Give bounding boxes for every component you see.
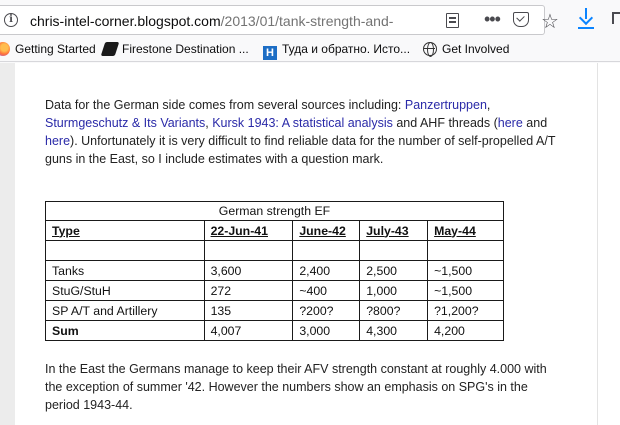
header-cell: May-44 xyxy=(428,221,504,241)
table-cell: ~400 xyxy=(293,281,360,301)
table-cell: StuG/StuH xyxy=(46,281,205,301)
table-cell: 2,500 xyxy=(360,261,428,281)
url-host: chris-intel-corner.blogspot.com xyxy=(30,13,221,29)
header-cell: June-42 xyxy=(293,221,360,241)
table-cell: Sum xyxy=(46,321,205,341)
text-run: ). Unfortunately it is very difficult to find reliable data for the number of self-propelled A/T guns in the East, so I include estimates with a question mark. xyxy=(45,134,556,166)
reader-view-icon[interactable] xyxy=(446,13,459,28)
table-cell: 4,300 xyxy=(360,321,428,341)
bookmark-label: Getting Started xyxy=(15,42,96,56)
link-sturmgeschutz[interactable]: Sturmgeschutz & Its Variants xyxy=(45,116,206,130)
table-row xyxy=(46,261,504,281)
table-cell: ~1,500 xyxy=(428,281,504,301)
bookmark-firestone[interactable] xyxy=(103,42,249,60)
table-title-row xyxy=(46,202,504,221)
firestone-icon xyxy=(101,42,120,56)
link-here-2[interactable]: here xyxy=(45,134,71,148)
empty-cell xyxy=(360,241,428,261)
table-cell: 1,000 xyxy=(360,281,428,301)
empty-cell xyxy=(204,241,293,261)
header-cell: 22-Jun-41 xyxy=(204,221,293,241)
table-row xyxy=(46,301,504,321)
text-run: and AHF threads ( xyxy=(392,116,498,130)
text-run: and xyxy=(522,116,548,130)
info-icon[interactable]: i xyxy=(4,13,18,27)
link-panzertruppen[interactable]: Panzertruppen xyxy=(404,98,487,112)
page-actions-icon[interactable]: ••• xyxy=(484,9,500,29)
url-bar xyxy=(0,0,620,40)
table-cell: 2,400 xyxy=(293,261,360,281)
library-icon[interactable] xyxy=(612,12,620,24)
table-cell: ?1,200? xyxy=(428,301,504,321)
sources-paragraph xyxy=(45,96,565,168)
german-strength-table xyxy=(45,201,504,341)
bookmarks-toolbar xyxy=(0,40,620,62)
pocket-icon[interactable] xyxy=(513,12,529,27)
text-run: , xyxy=(205,116,213,130)
link-here-1[interactable]: here xyxy=(497,116,523,130)
address-field[interactable] xyxy=(0,5,559,35)
bookmark-getting-started[interactable] xyxy=(0,42,96,60)
table-cell: SP A/T and Artillery xyxy=(46,301,205,321)
table-title: German strength EF xyxy=(46,202,504,221)
empty-cell xyxy=(428,241,504,261)
table-cell: 4,200 xyxy=(428,321,504,341)
table-cell: ~1,500 xyxy=(428,261,504,281)
firefox-icon xyxy=(0,42,10,56)
table-cell: 3,600 xyxy=(204,261,293,281)
bookmark-tuda[interactable] xyxy=(263,42,410,60)
table-cell: 3,000 xyxy=(293,321,360,341)
table-cell: 135 xyxy=(204,301,293,321)
left-gutter xyxy=(0,63,15,425)
bookmark-label: Firestone Destination ... xyxy=(122,42,249,56)
bookmark-label: Туда и обратно. Исто... xyxy=(282,42,411,56)
table-spacer-row xyxy=(46,241,504,261)
content-border xyxy=(597,63,598,425)
text-run: Data for the German side comes from several sources including: xyxy=(45,98,405,112)
globe-icon xyxy=(423,42,437,56)
table-cell: Tanks xyxy=(46,261,205,281)
bookmark-get-involved[interactable] xyxy=(423,42,509,60)
header-cell: Type xyxy=(46,221,205,241)
empty-cell xyxy=(293,241,360,261)
analysis-paragraph: In the East the Germans manage to keep their AFV strength constant at roughly 4.000 with the exception of summer '42. However the numbers show an emphasis on SPG's in the period 1943-44. xyxy=(45,362,547,412)
bookmark-star-icon[interactable]: ☆ xyxy=(541,11,559,33)
download-icon[interactable] xyxy=(578,8,594,30)
table-cell: 272 xyxy=(204,281,293,301)
table-header-row xyxy=(46,221,504,241)
table-row xyxy=(46,281,504,301)
table-cell: ?800? xyxy=(360,301,428,321)
table-sum-row xyxy=(46,321,504,341)
table-cell: ?200? xyxy=(293,301,360,321)
table-cell: 4,007 xyxy=(204,321,293,341)
h-icon: H xyxy=(263,46,277,60)
page-content xyxy=(0,63,620,425)
text-run: , xyxy=(486,98,491,112)
link-kursk-1943[interactable]: Kursk 1943: A statistical analysis xyxy=(212,116,393,130)
header-cell: July-43 xyxy=(360,221,428,241)
url-text[interactable] xyxy=(30,13,420,29)
empty-cell xyxy=(46,241,205,261)
url-path: /2013/01/tank-strength-and- xyxy=(220,13,394,29)
bookmark-label: Get Involved xyxy=(442,42,510,56)
